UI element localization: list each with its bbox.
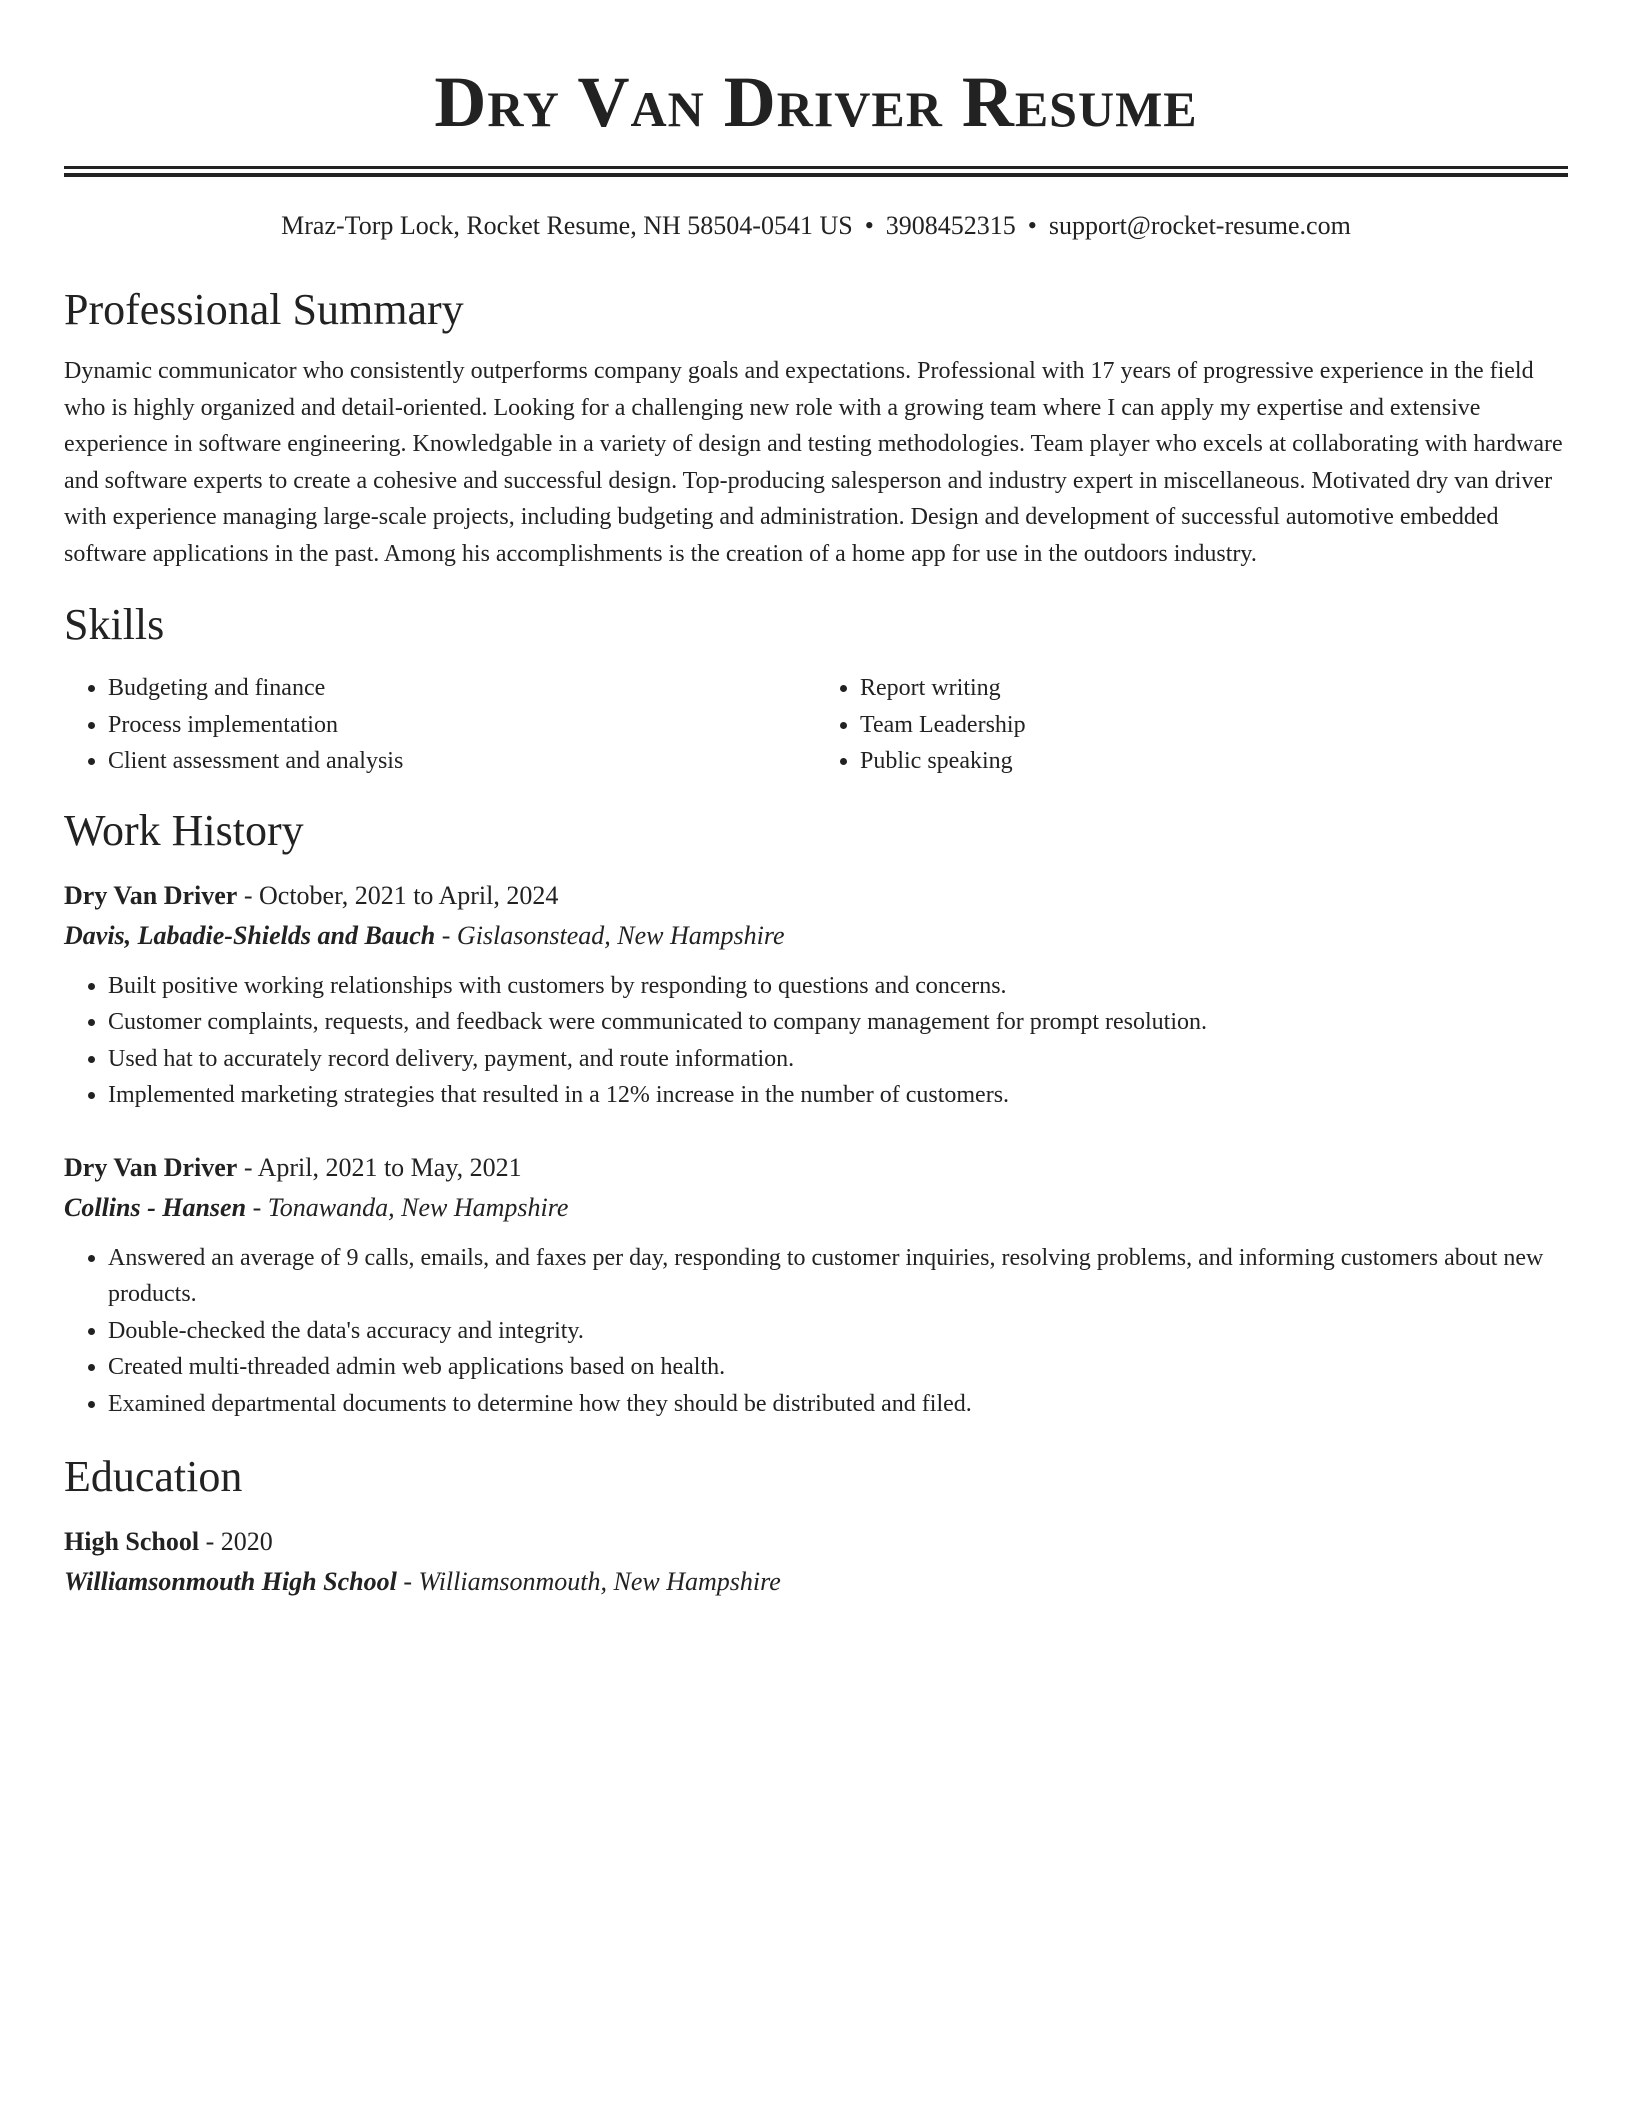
- education-dash: -: [403, 1567, 412, 1596]
- job-dash: -: [441, 920, 451, 950]
- education-degree-line: [64, 1522, 1568, 1562]
- job-location: Gislasonstead, New Hampshire: [456, 920, 785, 950]
- work-history-heading: Work History: [64, 805, 304, 855]
- education-entry: [64, 1522, 1568, 1602]
- skill-item: • Client assessment and analysis: [108, 743, 816, 780]
- job-dash: -: [243, 880, 253, 910]
- skills-heading: Skills: [64, 600, 165, 649]
- skills-column-right: [816, 670, 1568, 780]
- contact-line: [64, 209, 1568, 243]
- job-bullet: • Customer complaints, requests, and feedback were communicated to company management for prompt resolution.: [108, 1004, 1568, 1041]
- contact-address: Mraz-Torp Lock, Rocket Resume, NH 58504-0541 US: [281, 211, 853, 240]
- summary-text: Dynamic communicator who consistently outperforms company goals and expectations. Professional with 17 years of progressive experience in the field who is highly organized and detail-oriented. Looking for a challenging new role with a growing team where I can apply my expertise and extensive experience in software engineering. Knowledgable in a variety of design and testing methodologies. Team player who excels at collaborating with hardware and software experts to create a cohesive and successful design. Top-producing salesperson and industry expert in miscellaneous. Motivated dry van driver with experience managing large-scale projects, including budgeting and administration. Design and development of successful automotive embedded software applications in the past. Among his accomplishments is the creation of a home app for use in the outdoors industry.: [64, 358, 1563, 567]
- job-dash: -: [252, 1192, 262, 1222]
- job-bullet: • Examined departmental documents to determine how they should be distributed and filed.: [108, 1386, 1568, 1423]
- job-title: Dry Van Driver: [64, 880, 238, 910]
- skill-item: • Team Leadership: [860, 707, 1568, 744]
- job-entry: [64, 1148, 1568, 1423]
- job-location: Tonawanda, New Hampshire: [267, 1192, 569, 1222]
- job-dash: -: [243, 1152, 253, 1182]
- contact-phone: 3908452315: [885, 211, 1016, 240]
- job-title-line: [64, 876, 1568, 916]
- job-title: Dry Van Driver: [64, 1152, 238, 1182]
- job-dates: October, 2021 to April, 2024: [259, 880, 559, 910]
- job-employer: Davis, Labadie-Shields and Bauch: [64, 920, 436, 950]
- job-dates: April, 2021 to May, 2021: [257, 1152, 522, 1182]
- education-school-line: [64, 1562, 1568, 1602]
- education-school: Williamsonmouth High School: [64, 1567, 397, 1596]
- skills-list: [64, 670, 1568, 780]
- contact-separator: •: [864, 211, 874, 240]
- skill-item: • Budgeting and finance: [108, 670, 816, 707]
- job-bullet: • Answered an average of 9 calls, emails, and faxes per day, responding to customer inquiries, resolving problems, and informing customers about new products.: [108, 1240, 1568, 1313]
- job-bullet: • Double-checked the data's accuracy and integrity.: [108, 1313, 1568, 1350]
- job-employer-line: [64, 1188, 1568, 1228]
- title-double-rule: [64, 166, 1568, 177]
- job-title-line: [64, 1148, 1568, 1188]
- job-employer-line: [64, 916, 1568, 956]
- job-bullet: • Built positive working relationships with customers by responding to questions and concerns.: [108, 968, 1568, 1005]
- skills-column-left: [64, 670, 816, 780]
- education-year: 2020: [220, 1527, 273, 1556]
- education-heading: Education: [64, 1452, 243, 1501]
- education-degree: High School: [64, 1527, 200, 1556]
- job-bullet: • Created multi-threaded admin web applications based on health.: [108, 1349, 1568, 1386]
- education-location: Williamsonmouth, New Hampshire: [418, 1567, 781, 1596]
- job-bullet: • Implemented marketing strategies that resulted in a 12% increase in the number of customers.: [108, 1077, 1568, 1114]
- job-entry: [64, 876, 1568, 1114]
- resume-title: Dry Van Driver Resume: [434, 62, 1198, 142]
- education-dash: -: [205, 1527, 215, 1556]
- skill-item: • Process implementation: [108, 707, 816, 744]
- contact-separator: •: [1027, 211, 1037, 240]
- skill-item: • Public speaking: [860, 743, 1568, 780]
- skill-item: • Report writing: [860, 670, 1568, 707]
- job-bullets: [64, 968, 1568, 1114]
- job-bullet: • Used hat to accurately record delivery, payment, and route information.: [108, 1041, 1568, 1078]
- summary-heading: Professional Summary: [64, 285, 464, 334]
- job-employer: Collins - Hansen: [64, 1192, 247, 1222]
- contact-email: support@rocket-resume.com: [1048, 211, 1351, 240]
- job-bullets: [64, 1240, 1568, 1423]
